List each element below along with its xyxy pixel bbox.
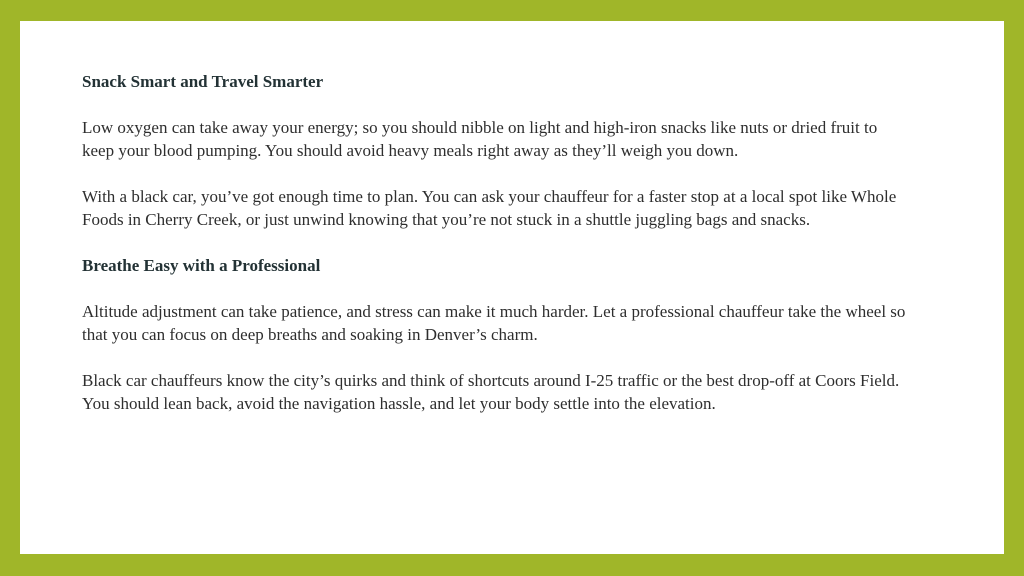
spacer: [82, 93, 912, 116]
section-heading-snack: Snack Smart and Travel Smarter: [82, 72, 324, 91]
slide-content: [82, 70, 912, 415]
slide-page: [20, 21, 1004, 554]
paragraph-chauffeurs: Black car chauffeurs know the city’s quirks and think of shortcuts around I-25 traffic or the best drop-off at Coors Field. You should lean back, avoid the navigation hassle, and let your body settle into the elevation.: [82, 371, 900, 413]
paragraph-altitude: Altitude adjustment can take patience, and stress can make it much harder. Let a professional chauffeur take the wheel so that you can focus on deep breaths and soaking in Denver’s charm.: [82, 302, 906, 344]
spacer: [82, 346, 912, 369]
spacer: [82, 277, 912, 300]
spacer: [82, 162, 912, 185]
paragraph-black-car: With a black car, you’ve got enough time to plan. You can ask your chauffeur for a faster stop at a local spot like Whole Foods in Cherry Creek, or just unwind knowing that you’re not stuck in a shuttle juggling bags and snacks.: [82, 187, 897, 229]
spacer: [82, 231, 912, 254]
paragraph-energy: Low oxygen can take away your energy; so you should nibble on light and high-iron snacks like nuts or dried fruit to keep your blood pumping. You should avoid heavy meals right away as they’ll weigh you down.: [82, 118, 878, 160]
section-heading-breathe: Breathe Easy with a Professional: [82, 256, 321, 275]
